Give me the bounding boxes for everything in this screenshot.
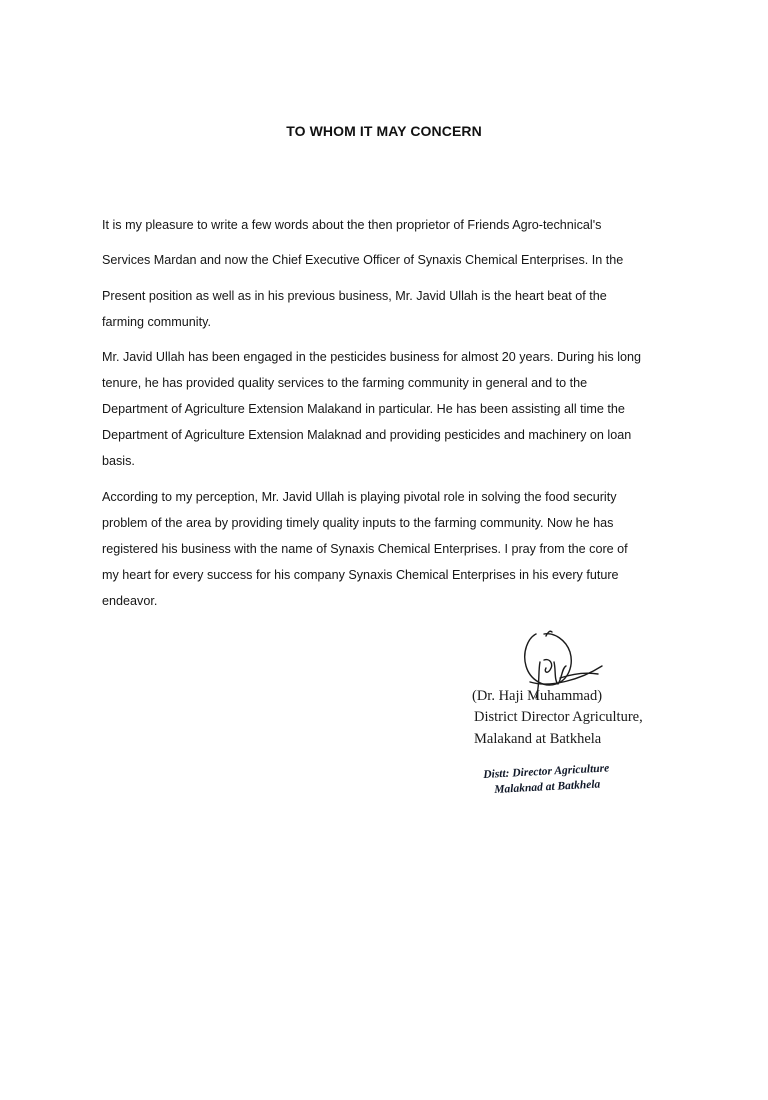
paragraph-2-line-3: Department of Agriculture Extension Malakand in particular. He has been assisting all time the: [102, 402, 625, 416]
paragraph-3-line-1: According to my perception, Mr. Javid Ullah is playing pivotal role in solving the food security: [102, 490, 617, 504]
stamp-line-1: Distt: Director Agriculture: [483, 762, 610, 781]
signatory-name: (Dr. Haji Muhammad): [472, 688, 603, 704]
paragraph-2-line-1: Mr. Javid Ullah has been engaged in the pesticides business for almost 20 years. During his long: [102, 350, 642, 364]
paragraph-2-line-5: basis.: [102, 454, 135, 468]
paragraph-1-line-4: farming community.: [102, 315, 211, 329]
paragraph-1-line-3: Present position as well as in his previous business, Mr. Javid Ullah is the heart beat of the: [102, 289, 607, 303]
paragraph-3-line-3: registered his business with the name of Synaxis Chemical Enterprises. I pray from the core of: [102, 542, 628, 556]
signatory-location: Malakand at Batkhela: [474, 731, 602, 747]
paragraph-2-line-2: tenure, he has provided quality services to the farming community in general and to the: [102, 376, 588, 390]
paragraph-2-line-4: Department of Agriculture Extension Malaknad and providing pesticides and machinery on loan: [102, 428, 632, 442]
paragraph-3-line-2: problem of the area by providing timely quality inputs to the farming community. Now he has: [102, 516, 614, 530]
paragraph-1-line-2: Services Mardan and now the Chief Executive Officer of Synaxis Chemical Enterprises. In the: [102, 253, 624, 267]
page-title: TO WHOM IT MAY CONCERN: [286, 123, 482, 139]
paragraph-3-line-5: endeavor.: [102, 594, 158, 608]
paragraph-1-line-1: It is my pleasure to write a few words about the then proprietor of Friends Agro-technical's: [102, 218, 602, 232]
stamp-line-2: Malaknad at Batkhela: [494, 778, 601, 796]
paragraph-3-line-4: my heart for every success for his company Synaxis Chemical Enterprises in his every future: [102, 568, 619, 582]
signatory-designation: District Director Agriculture,: [474, 709, 643, 725]
